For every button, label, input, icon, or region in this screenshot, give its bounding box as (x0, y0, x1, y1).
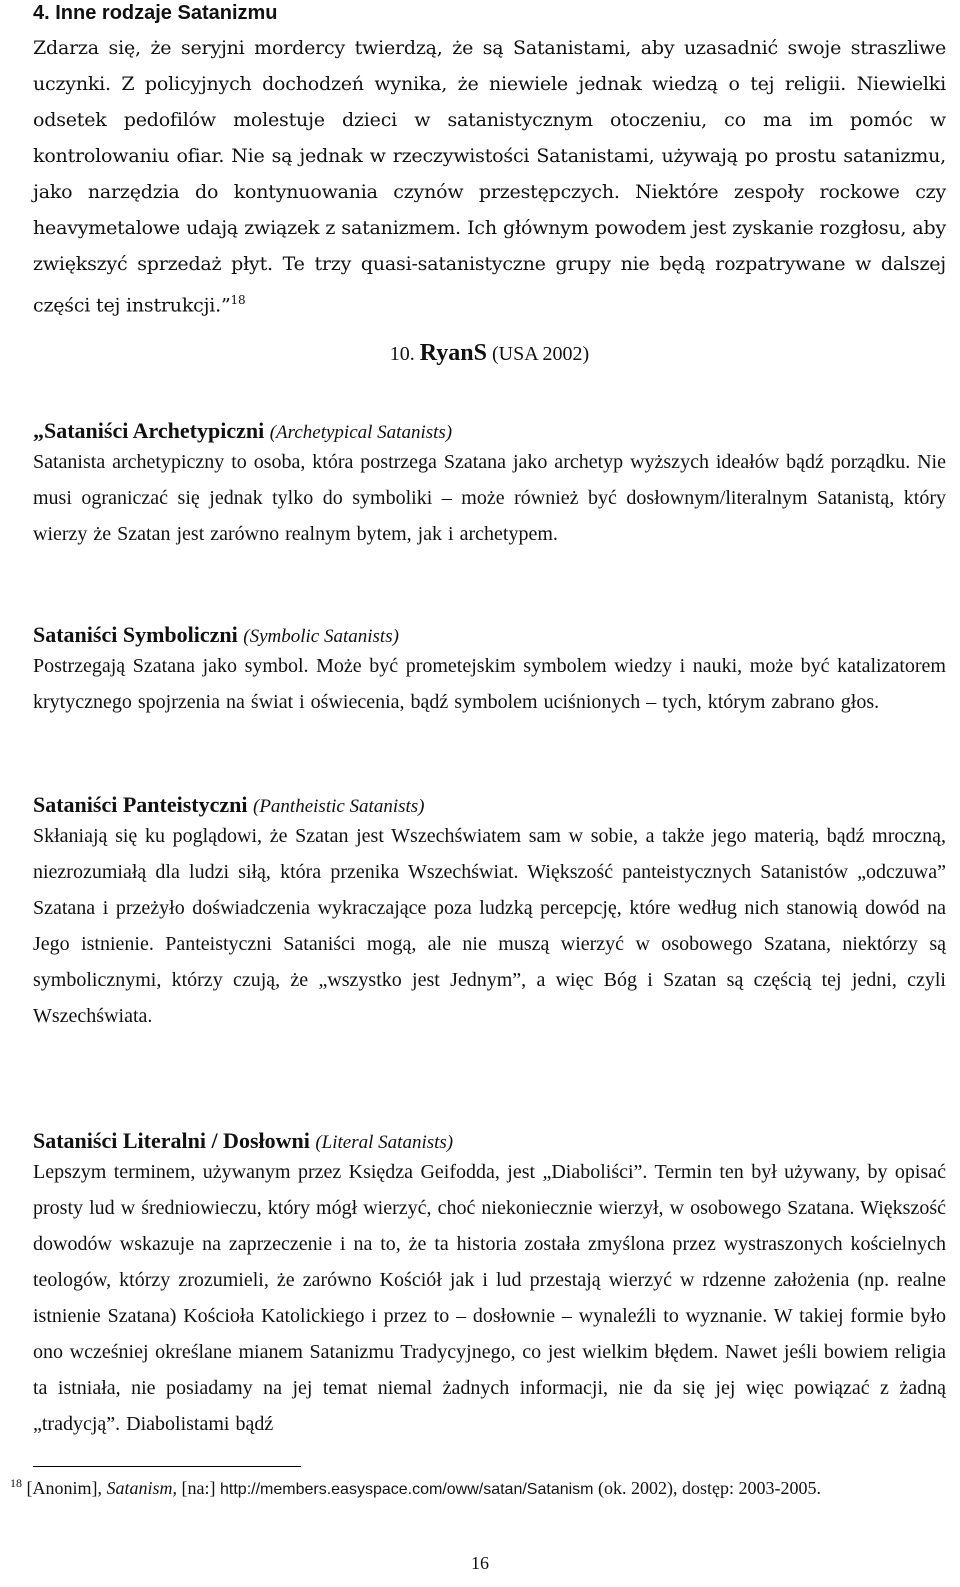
intro-text: Zdarza się, że seryjni mordercy twierdzą, że są Satanistami, aby uzasadnić swoje straszliwe uczynki. Z policyjnych dochodzeń wynika, że niewiele jednak wiedzą o tej religii. Niewielki odsetek pedofilów molestuje dzieci w satanistycznym otoczeniu, co ma im pomóc w kontrolowaniu ofiar. Nie są jednak w rzeczywistości Satanistami, używają po prostu satanizmu, jako narzędzia do kontynuowania czynów przestępczych. Niektóre zespoły rockowe czy heavymetalowe udają związek z satanizmem. Ich głównym powodem jest zyskanie rozgłosu, aby zwiększyć sprzedaż płyt. Te trzy quasi-satanistyczne grupy nie będą rozpatrywane w dalszej części tej instrukcji.” (33, 37, 946, 317)
source-number: 10. (389, 343, 415, 365)
section-pantheistic (33, 792, 946, 1034)
footnote-separator (33, 1466, 301, 1467)
section-title: Sataniści Panteistyczni (33, 792, 248, 817)
section-archetypical (33, 418, 946, 552)
footnote-work: Satanism, (106, 1478, 178, 1498)
footnote-number: 18 (10, 1476, 22, 1490)
section-title: Sataniści Archetypiczni (44, 418, 265, 443)
quote-mark: „ (33, 418, 44, 443)
section-title: Sataniści Symboliczni (33, 622, 238, 647)
footnote-author: [Anonim], (26, 1478, 102, 1498)
section-subtitle: (Archetypical Satanists) (269, 422, 453, 443)
source-origin: (USA 2002) (491, 343, 590, 365)
section-title: Sataniści Literalni / Dosłowni (33, 1128, 310, 1153)
intro-paragraph (33, 30, 946, 323)
section-symbolic (33, 622, 946, 720)
section-text: Skłaniają się ku poglądowi, że Szatan jest Wszechświatem sam w sobie, a także jego materią, bądź mroczną, niezrozumiałą dla ludzi siłą, która przenika Wszechświat. Większość panteistycznych Satanistów „odczuwa” Szatana i przeżyło doświadczenia wykraczające poza ludzką percepcję, które według nich stanowią dowód na Jego istnienie. Panteistyczni Sataniści mogą, ale nie muszą wierzyć w osobowego Szatana, niektórzy są symbolicznymi, którzy czują, że „wszystko jest Jednym”, a więc Bóg i Szatan są częścią tej jedni, czyli Wszechświata. (33, 825, 946, 1027)
source-line (33, 340, 946, 367)
source-name: RyanS (419, 340, 487, 366)
section-text: Satanista archetypiczny to osoba, która postrzega Szatana jako archetyp wyższych ideałów bądź porządku. Nie musi ograniczać się jednak tylko do symboliki – może również być dosłownym/literalnym Satanistą, który wierzy że Szatan jest zarówno realnym bytem, jak i archetypem. (33, 451, 946, 545)
footnote-url[interactable]: http://members.easyspace.com/oww/satan/Satanism (220, 1481, 594, 1498)
section-subtitle: (Pantheistic Satanists) (253, 796, 425, 817)
footnote (10, 1476, 821, 1499)
section-text: Lepszym terminem, używanym przez Księdza Geifodda, jest „Diaboliści”. Termin ten był używany, by opisać prosty lud w średniowieczu, który mógł wierzyć, choć niekoniecznie wierzył, w osobowego Szatana. Większość dowodów wskazuje na zaprzeczenie i na to, że ta historia została zmyślona przez wystraszonych kościelnych teologów, którzy zrozumieli, że zarówno Kościół jak i lud przestają wierzyć w rdzenne założenia (np. realne istnienie Szatana) Kościoła Katolickiego i przez to – dosłownie – wynaleźli to wyznanie. W takiej formie było ono wcześniej określane mianem Satanizmu Tradycyjnego, co jest wielkim błędem. Nawet jeśli bowiem religia ta istniała, nie posiadamy na jej temat niemal żadnych informacji, nie da się jej więc powiązać z żadną „tradycją”. Diabolistami bądź (33, 1161, 946, 1435)
section-text: Postrzegają Szatana jako symbol. Może być prometejskim symbolem wiedzy i nauki, może być katalizatorem krytycznego spojrzenia na świat i oświecenia, bądź symbolem uciśnionych – tych, którym zabrano głos. (33, 655, 946, 713)
page-number: 16 (471, 1553, 489, 1573)
section-literal (33, 1128, 946, 1442)
section-subtitle: (Symbolic Satanists) (243, 626, 399, 647)
section-subtitle: (Literal Satanists) (315, 1132, 454, 1153)
section-heading: 4. Inne rodzaje Satanizmu (33, 2, 278, 24)
footnote-ref: 18 (230, 293, 246, 307)
footnote-rest: (ok. 2002), dostęp: 2003-2005. (598, 1478, 821, 1498)
footnote-na: [na:] (181, 1478, 216, 1498)
